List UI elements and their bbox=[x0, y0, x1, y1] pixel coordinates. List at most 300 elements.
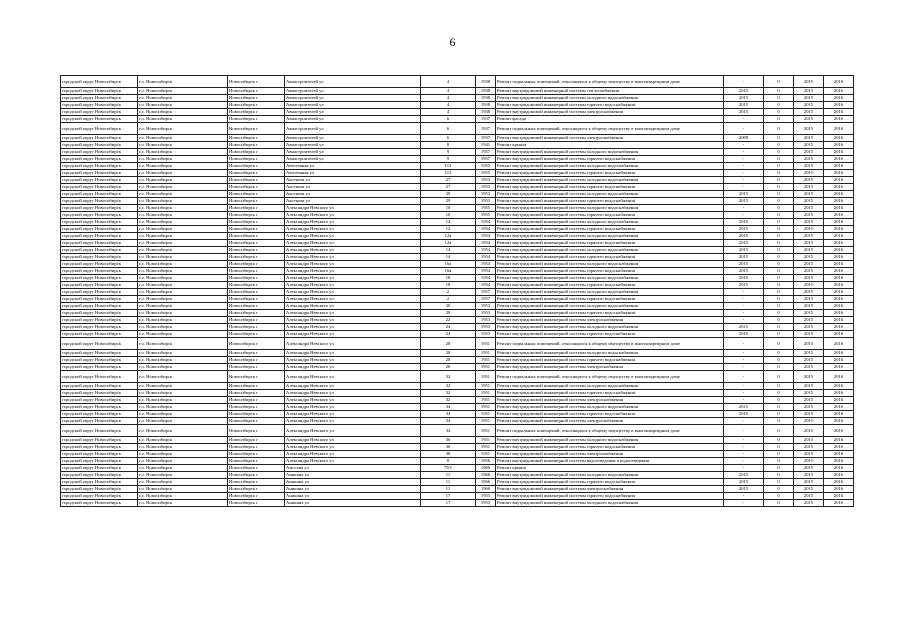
end-year-cell: 2016 bbox=[824, 226, 854, 233]
start-year-cell: 2015 bbox=[794, 95, 824, 102]
end-year-cell: 2016 bbox=[824, 390, 854, 397]
last-repair-year-cell: - bbox=[724, 465, 764, 472]
work-type-cell: Ремонт внутридомовой инженерной системы холодного водоснабжения bbox=[496, 275, 724, 282]
work-type-cell: Ремонт внутридомовой инженерной системы электроснабжения bbox=[496, 109, 724, 116]
city-cell: Новосибирск г bbox=[228, 338, 285, 350]
last-repair-year-cell: - bbox=[724, 303, 764, 310]
street-cell: Авиастроителей ул bbox=[285, 102, 421, 109]
build-year-cell: 1938 bbox=[476, 88, 496, 95]
end-year-cell: 2016 bbox=[824, 364, 854, 371]
last-repair-year-cell: 2009 bbox=[724, 135, 764, 142]
start-year-cell: 2015 bbox=[794, 493, 824, 500]
municipality-cell: городской округ Новосибирск bbox=[61, 500, 138, 507]
start-year-cell: 2015 bbox=[794, 177, 824, 184]
street-cell: Авиастроителей ул bbox=[285, 88, 421, 95]
last-repair-year-cell: 2015 bbox=[724, 102, 764, 109]
start-year-cell: 2015 bbox=[794, 486, 824, 493]
start-year-cell: 2015 bbox=[794, 261, 824, 268]
start-year-cell: 2015 bbox=[794, 390, 824, 397]
municipality-cell: городской округ Новосибирск bbox=[61, 458, 138, 465]
build-year-cell: 1966 bbox=[476, 479, 496, 486]
city-cell: Новосибирск г bbox=[228, 493, 285, 500]
house-number-cell: 24 bbox=[421, 331, 476, 338]
street-cell: Александра Невского ул bbox=[285, 282, 421, 289]
cost-cell: 0 bbox=[764, 191, 794, 198]
start-year-cell: 2015 bbox=[794, 338, 824, 350]
start-year-cell: 2015 bbox=[794, 76, 824, 88]
work-type-cell: Ремонт внутридомовой инженерной системы холодного водоснабжения bbox=[496, 404, 724, 411]
last-repair-year-cell: 2015 bbox=[724, 275, 764, 282]
street-cell: Александра Невского ул bbox=[285, 331, 421, 338]
work-type-cell: Ремонт внутридомовой инженерной системы холодного водоснабжения bbox=[496, 163, 724, 170]
settlement-cell: г.о. Новосибирск bbox=[138, 296, 228, 303]
city-cell: Новосибирск г bbox=[228, 184, 285, 191]
city-cell: Новосибирск г bbox=[228, 88, 285, 95]
work-type-cell: Ремонт внутридомовой инженерной системы холодного водоснабжения bbox=[496, 437, 724, 444]
build-year-cell: 1954 bbox=[476, 261, 496, 268]
work-type-cell: Ремонт фасада bbox=[496, 116, 724, 123]
start-year-cell: 2015 bbox=[794, 184, 824, 191]
house-number-cell: 79/1 bbox=[421, 465, 476, 472]
house-number-cell: 28 bbox=[421, 338, 476, 350]
build-year-cell: 1954 bbox=[476, 254, 496, 261]
work-type-cell: Ремонт внутридомовой инженерной системы теплоснабжения bbox=[496, 88, 724, 95]
house-number-cell: 11 bbox=[421, 472, 476, 479]
end-year-cell: 2016 bbox=[824, 88, 854, 95]
last-repair-year-cell: 2015 bbox=[724, 247, 764, 254]
table-row bbox=[61, 163, 854, 170]
house-number-cell: 32 bbox=[421, 383, 476, 390]
city-cell: Новосибирск г bbox=[228, 149, 285, 156]
end-year-cell: 2016 bbox=[824, 177, 854, 184]
house-number-cell: 32 bbox=[421, 390, 476, 397]
build-year-cell: 1951 bbox=[476, 371, 496, 383]
last-repair-year-cell: 2015 bbox=[724, 472, 764, 479]
settlement-cell: г.о. Новосибирск bbox=[138, 437, 228, 444]
settlement-cell: г.о. Новосибирск bbox=[138, 170, 228, 177]
work-type-cell: Ремонт внутридомовой инженерной системы горячего водоснабжения bbox=[496, 493, 724, 500]
table-row bbox=[61, 198, 854, 205]
municipality-cell: городской округ Новосибирск bbox=[61, 451, 138, 458]
start-year-cell: 2015 bbox=[794, 317, 824, 324]
municipality-cell: городской округ Новосибирск bbox=[61, 383, 138, 390]
cost-cell: 0 bbox=[764, 357, 794, 364]
work-type-cell: Ремонт подвальных помещений, относящихся к общему имуществу в многоквартирном доме bbox=[496, 338, 724, 350]
start-year-cell: 2015 bbox=[794, 88, 824, 95]
cost-cell: 0 bbox=[764, 472, 794, 479]
settlement-cell: г.о. Новосибирск bbox=[138, 88, 228, 95]
build-year-cell: 1954 bbox=[476, 240, 496, 247]
start-year-cell: 2015 bbox=[794, 226, 824, 233]
city-cell: Новосибирск г bbox=[228, 404, 285, 411]
build-year-cell: 1953 bbox=[476, 184, 496, 191]
settlement-cell: г.о. Новосибирск bbox=[138, 451, 228, 458]
end-year-cell: 2016 bbox=[824, 425, 854, 437]
last-repair-year-cell: 2015 bbox=[724, 261, 764, 268]
build-year-cell: 1954 bbox=[476, 268, 496, 275]
table-row bbox=[61, 338, 854, 350]
municipality-cell: городской округ Новосибирск bbox=[61, 156, 138, 163]
end-year-cell: 2016 bbox=[824, 282, 854, 289]
build-year-cell: 1966 bbox=[476, 486, 496, 493]
end-year-cell: 2016 bbox=[824, 261, 854, 268]
street-cell: Александра Невского ул bbox=[285, 404, 421, 411]
build-year-cell: 1951 bbox=[476, 397, 496, 404]
municipality-cell: городской округ Новосибирск bbox=[61, 219, 138, 226]
city-cell: Новосибирск г bbox=[228, 289, 285, 296]
work-type-cell: Ремонт крыши bbox=[496, 142, 724, 149]
street-cell: Аникина ул bbox=[285, 500, 421, 507]
house-number-cell: 113 bbox=[421, 163, 476, 170]
cost-cell: 0 bbox=[764, 500, 794, 507]
table-row bbox=[61, 102, 854, 109]
city-cell: Новосибирск г bbox=[228, 102, 285, 109]
end-year-cell: 2016 bbox=[824, 472, 854, 479]
cost-cell: 0 bbox=[764, 170, 794, 177]
cost-cell: 0 bbox=[764, 364, 794, 371]
end-year-cell: 2016 bbox=[824, 479, 854, 486]
end-year-cell: 2016 bbox=[824, 135, 854, 142]
house-number-cell: 14 bbox=[421, 247, 476, 254]
page-number: 6 bbox=[449, 35, 456, 49]
build-year-cell: 1955 bbox=[476, 212, 496, 219]
build-year-cell: 1951 bbox=[476, 411, 496, 418]
build-year-cell: 1941 bbox=[476, 142, 496, 149]
work-type-cell: Ремонт внутридомовой инженерной системы холодного водоснабжения bbox=[496, 289, 724, 296]
house-number-cell: 17 bbox=[421, 500, 476, 507]
municipality-cell: городской округ Новосибирск bbox=[61, 163, 138, 170]
house-number-cell: 14 bbox=[421, 254, 476, 261]
municipality-cell: городской округ Новосибирск bbox=[61, 205, 138, 212]
house-number-cell: 32 bbox=[421, 397, 476, 404]
build-year-cell: 1953 bbox=[476, 177, 496, 184]
house-number-cell: 36 bbox=[421, 444, 476, 451]
city-cell: Новосибирск г bbox=[228, 364, 285, 371]
city-cell: Новосибирск г bbox=[228, 472, 285, 479]
house-number-cell: 34 bbox=[421, 411, 476, 418]
end-year-cell: 2016 bbox=[824, 184, 854, 191]
settlement-cell: г.о. Новосибирск bbox=[138, 486, 228, 493]
last-repair-year-cell: - bbox=[724, 444, 764, 451]
city-cell: Новосибирск г bbox=[228, 331, 285, 338]
start-year-cell: 2015 bbox=[794, 254, 824, 261]
street-cell: Александра Невского ул bbox=[285, 418, 421, 425]
municipality-cell: городской округ Новосибирск bbox=[61, 254, 138, 261]
end-year-cell: 2016 bbox=[824, 170, 854, 177]
settlement-cell: г.о. Новосибирск bbox=[138, 383, 228, 390]
table-row bbox=[61, 116, 854, 123]
municipality-cell: городской округ Новосибирск bbox=[61, 261, 138, 268]
table-row bbox=[61, 357, 854, 364]
city-cell: Новосибирск г bbox=[228, 282, 285, 289]
table-row bbox=[61, 472, 854, 479]
house-number-cell: 6 bbox=[421, 135, 476, 142]
municipality-cell: городской округ Новосибирск bbox=[61, 317, 138, 324]
street-cell: Александра Невского ул bbox=[285, 219, 421, 226]
work-type-cell: Ремонт внутридомовой инженерной системы холодного водоснабжения bbox=[496, 205, 724, 212]
last-repair-year-cell: 2015 bbox=[724, 486, 764, 493]
cost-cell: 0 bbox=[764, 184, 794, 191]
street-cell: Авиастроителей ул bbox=[285, 123, 421, 135]
build-year-cell: 1957 bbox=[476, 156, 496, 163]
end-year-cell: 2016 bbox=[824, 310, 854, 317]
build-year-cell: 1954 bbox=[476, 275, 496, 282]
table-row bbox=[61, 142, 854, 149]
settlement-cell: г.о. Новосибирск bbox=[138, 282, 228, 289]
city-cell: Новосибирск г bbox=[228, 411, 285, 418]
last-repair-year-cell: - bbox=[724, 184, 764, 191]
work-type-cell: Ремонт внутридомовой инженерной системы холодного водоснабжения bbox=[496, 233, 724, 240]
settlement-cell: г.о. Новосибирск bbox=[138, 205, 228, 212]
work-type-cell: Ремонт внутридомовой инженерной системы горячего водоснабжения bbox=[496, 310, 724, 317]
end-year-cell: 2016 bbox=[824, 289, 854, 296]
cost-cell: 0 bbox=[764, 205, 794, 212]
city-cell: Новосибирск г bbox=[228, 500, 285, 507]
street-cell: Александра Невского ул bbox=[285, 324, 421, 331]
city-cell: Новосибирск г bbox=[228, 465, 285, 472]
table-row bbox=[61, 444, 854, 451]
municipality-cell: городской округ Новосибирск bbox=[61, 465, 138, 472]
last-repair-year-cell: - bbox=[724, 76, 764, 88]
build-year-cell: 1938 bbox=[476, 102, 496, 109]
work-type-cell: Ремонт внутридомовой инженерной системы электроснабжения bbox=[496, 451, 724, 458]
last-repair-year-cell: 2015 bbox=[724, 331, 764, 338]
house-number-cell: 113 bbox=[421, 170, 476, 177]
table-row bbox=[61, 205, 854, 212]
end-year-cell: 2016 bbox=[824, 397, 854, 404]
municipality-cell: городской округ Новосибирск bbox=[61, 88, 138, 95]
cost-cell: 0 bbox=[764, 397, 794, 404]
municipality-cell: городской округ Новосибирск bbox=[61, 233, 138, 240]
settlement-cell: г.о. Новосибирск bbox=[138, 479, 228, 486]
table-row bbox=[61, 451, 854, 458]
house-number-cell: 32 bbox=[421, 371, 476, 383]
build-year-cell: 1954 bbox=[476, 282, 496, 289]
municipality-cell: городской округ Новосибирск bbox=[61, 390, 138, 397]
last-repair-year-cell: 2015 bbox=[724, 282, 764, 289]
end-year-cell: 2016 bbox=[824, 486, 854, 493]
start-year-cell: 2015 bbox=[794, 156, 824, 163]
municipality-cell: городской округ Новосибирск bbox=[61, 289, 138, 296]
end-year-cell: 2016 bbox=[824, 123, 854, 135]
street-cell: Авиастроителей ул bbox=[285, 109, 421, 116]
table-row bbox=[61, 282, 854, 289]
city-cell: Новосибирск г bbox=[228, 303, 285, 310]
start-year-cell: 2015 bbox=[794, 331, 824, 338]
house-number-cell: 24 bbox=[421, 324, 476, 331]
municipality-cell: городской округ Новосибирск bbox=[61, 116, 138, 123]
settlement-cell: г.о. Новосибирск bbox=[138, 247, 228, 254]
work-type-cell: Ремонт внутридомовой инженерной системы холодного водоснабжения bbox=[496, 149, 724, 156]
table-row bbox=[61, 479, 854, 486]
last-repair-year-cell: - bbox=[724, 177, 764, 184]
house-number-cell: 10 bbox=[421, 212, 476, 219]
end-year-cell: 2016 bbox=[824, 149, 854, 156]
end-year-cell: 2016 bbox=[824, 404, 854, 411]
municipality-cell: городской округ Новосибирск bbox=[61, 303, 138, 310]
house-number-cell: 6 bbox=[421, 123, 476, 135]
city-cell: Новосибирск г bbox=[228, 296, 285, 303]
city-cell: Новосибирск г bbox=[228, 123, 285, 135]
table-row bbox=[61, 383, 854, 390]
work-type-cell: Ремонт внутридомовой инженерной системы электроснабжения bbox=[496, 418, 724, 425]
end-year-cell: 2016 bbox=[824, 371, 854, 383]
municipality-cell: городской округ Новосибирск bbox=[61, 247, 138, 254]
municipality-cell: городской округ Новосибирск bbox=[61, 191, 138, 198]
municipality-cell: городской округ Новосибирск bbox=[61, 109, 138, 116]
settlement-cell: г.о. Новосибирск bbox=[138, 324, 228, 331]
settlement-cell: г.о. Новосибирск bbox=[138, 109, 228, 116]
cost-cell: 0 bbox=[764, 177, 794, 184]
settlement-cell: г.о. Новосибирск bbox=[138, 371, 228, 383]
table-row bbox=[61, 371, 854, 383]
table-row bbox=[61, 411, 854, 418]
city-cell: Новосибирск г bbox=[228, 458, 285, 465]
city-cell: Новосибирск г bbox=[228, 142, 285, 149]
table-row bbox=[61, 233, 854, 240]
city-cell: Новосибирск г bbox=[228, 191, 285, 198]
start-year-cell: 2015 bbox=[794, 163, 824, 170]
last-repair-year-cell: - bbox=[724, 289, 764, 296]
start-year-cell: 2015 bbox=[794, 458, 824, 465]
settlement-cell: г.о. Новосибирск bbox=[138, 418, 228, 425]
start-year-cell: 2015 bbox=[794, 275, 824, 282]
table-row bbox=[61, 324, 854, 331]
street-cell: Александра Невского ул bbox=[285, 275, 421, 282]
work-type-cell: Ремонт внутридомовой инженерной системы холодного водоснабжения bbox=[496, 191, 724, 198]
start-year-cell: 2015 bbox=[794, 397, 824, 404]
build-year-cell: 1951 bbox=[476, 404, 496, 411]
end-year-cell: 2016 bbox=[824, 458, 854, 465]
house-number-cell: 29 bbox=[421, 198, 476, 205]
cost-cell: 0 bbox=[764, 350, 794, 357]
work-type-cell: Ремонт внутридомовой инженерной системы горячего водоснабжения bbox=[496, 198, 724, 205]
build-year-cell: 1951 bbox=[476, 451, 496, 458]
settlement-cell: г.о. Новосибирск bbox=[138, 254, 228, 261]
cost-cell: 0 bbox=[764, 261, 794, 268]
start-year-cell: 2015 bbox=[794, 109, 824, 116]
build-year-cell: 1953 bbox=[476, 310, 496, 317]
build-year-cell: 1937 bbox=[476, 123, 496, 135]
street-cell: Александра Невского ул bbox=[285, 371, 421, 383]
build-year-cell: 1953 bbox=[476, 500, 496, 507]
last-repair-year-cell: 2015 bbox=[724, 479, 764, 486]
build-year-cell: 1953 bbox=[476, 198, 496, 205]
settlement-cell: г.о. Новосибирск bbox=[138, 411, 228, 418]
municipality-cell: городской округ Новосибирск bbox=[61, 411, 138, 418]
build-year-cell: 1953 bbox=[476, 331, 496, 338]
house-number-cell: 4 bbox=[421, 76, 476, 88]
cost-cell: 0 bbox=[764, 317, 794, 324]
build-year-cell: 1954 bbox=[476, 247, 496, 254]
end-year-cell: 2016 bbox=[824, 465, 854, 472]
last-repair-year-cell: - bbox=[724, 116, 764, 123]
start-year-cell: 2015 bbox=[794, 142, 824, 149]
city-cell: Новосибирск г bbox=[228, 233, 285, 240]
start-year-cell: 2015 bbox=[794, 198, 824, 205]
end-year-cell: 2016 bbox=[824, 296, 854, 303]
build-year-cell: 1937 bbox=[476, 135, 496, 142]
municipality-cell: городской округ Новосибирск bbox=[61, 226, 138, 233]
street-cell: Александра Невского ул bbox=[285, 233, 421, 240]
cost-cell: 0 bbox=[764, 493, 794, 500]
table-row bbox=[61, 156, 854, 163]
work-type-cell: Ремонт внутридомовой инженерной системы холодного водоснабжения bbox=[496, 350, 724, 357]
end-year-cell: 2016 bbox=[824, 331, 854, 338]
build-year-cell: 1951 bbox=[476, 338, 496, 350]
build-year-cell: 1937 bbox=[476, 116, 496, 123]
municipality-cell: городской округ Новосибирск bbox=[61, 296, 138, 303]
house-number-cell: 36 bbox=[421, 437, 476, 444]
cost-cell: 0 bbox=[764, 465, 794, 472]
city-cell: Новосибирск г bbox=[228, 357, 285, 364]
cost-cell: 0 bbox=[764, 102, 794, 109]
cost-cell: 0 bbox=[764, 486, 794, 493]
start-year-cell: 2015 bbox=[794, 212, 824, 219]
end-year-cell: 2016 bbox=[824, 444, 854, 451]
last-repair-year-cell: 2015 bbox=[724, 268, 764, 275]
build-year-cell: 1953 bbox=[476, 493, 496, 500]
last-repair-year-cell: - bbox=[724, 338, 764, 350]
settlement-cell: г.о. Новосибирск bbox=[138, 289, 228, 296]
settlement-cell: г.о. Новосибирск bbox=[138, 317, 228, 324]
city-cell: Новосибирск г bbox=[228, 177, 285, 184]
settlement-cell: г.о. Новосибирск bbox=[138, 390, 228, 397]
table-row bbox=[61, 486, 854, 493]
city-cell: Новосибирск г bbox=[228, 240, 285, 247]
cost-cell: 0 bbox=[764, 149, 794, 156]
end-year-cell: 2016 bbox=[824, 437, 854, 444]
house-number-cell: 2 bbox=[421, 296, 476, 303]
cost-cell: 0 bbox=[764, 338, 794, 350]
build-year-cell: 1954 bbox=[476, 226, 496, 233]
city-cell: Новосибирск г bbox=[228, 170, 285, 177]
settlement-cell: г.о. Новосибирск bbox=[138, 177, 228, 184]
municipality-cell: городской округ Новосибирск bbox=[61, 102, 138, 109]
city-cell: Новосибирск г bbox=[228, 212, 285, 219]
municipality-cell: городской округ Новосибирск bbox=[61, 486, 138, 493]
table-row bbox=[61, 177, 854, 184]
start-year-cell: 2015 bbox=[794, 371, 824, 383]
street-cell: Александра Невского ул bbox=[285, 254, 421, 261]
street-cell: Аксенова ул bbox=[285, 198, 421, 205]
street-cell: Александра Невского ул bbox=[285, 317, 421, 324]
start-year-cell: 2015 bbox=[794, 437, 824, 444]
house-number-cell: 9 bbox=[421, 156, 476, 163]
municipality-cell: городской округ Новосибирск bbox=[61, 135, 138, 142]
municipality-cell: городской округ Новосибирск bbox=[61, 357, 138, 364]
build-year-cell: 1951 bbox=[476, 350, 496, 357]
settlement-cell: г.о. Новосибирск bbox=[138, 76, 228, 88]
house-number-cell: 27 bbox=[421, 184, 476, 191]
work-type-cell: Ремонт внутридомовой инженерной системы горячего водоснабжения bbox=[496, 254, 724, 261]
end-year-cell: 2016 bbox=[824, 275, 854, 282]
end-year-cell: 2016 bbox=[824, 109, 854, 116]
last-repair-year-cell: - bbox=[724, 317, 764, 324]
build-year-cell: 1966 bbox=[476, 472, 496, 479]
start-year-cell: 2015 bbox=[794, 268, 824, 275]
start-year-cell: 2015 bbox=[794, 444, 824, 451]
city-cell: Новосибирск г bbox=[228, 156, 285, 163]
house-number-cell: 28 bbox=[421, 357, 476, 364]
table-row bbox=[61, 500, 854, 507]
cost-cell: 0 bbox=[764, 390, 794, 397]
street-cell: Автогенная ул bbox=[285, 170, 421, 177]
street-cell: Аникина ул bbox=[285, 486, 421, 493]
cost-cell: 0 bbox=[764, 282, 794, 289]
last-repair-year-cell: - bbox=[724, 451, 764, 458]
city-cell: Новосибирск г bbox=[228, 324, 285, 331]
